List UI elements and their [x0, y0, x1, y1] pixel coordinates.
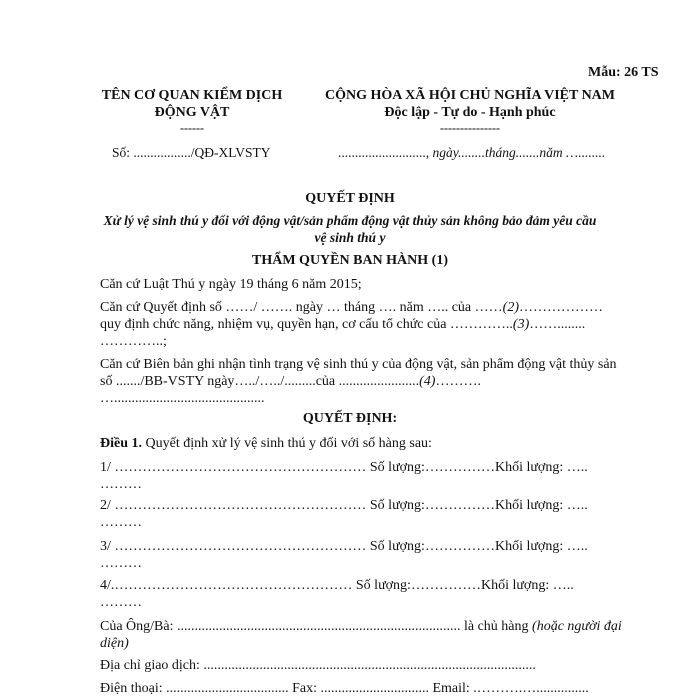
document-title: QUYẾT ĐỊNH: [305, 191, 395, 206]
item-number: 4/.: [100, 578, 115, 593]
item-number: 3/: [100, 539, 111, 554]
document-subtitle-line2: vệ sinh thú y: [314, 230, 386, 245]
issue-date-suffix: ........: [578, 145, 606, 160]
basis-decision-text: Căn cứ Quyết định số ……/ ……. ngày … tháng …. năm ….. của ……: [100, 300, 503, 315]
issue-date: [338, 145, 605, 161]
address-line: Địa chỉ giao dịch: ...............................................................................................: [100, 658, 536, 673]
item-name-dots: ……………………………………………: [114, 578, 353, 593]
basis-decision-line1: [100, 300, 603, 316]
republic-divider: ---------------: [440, 121, 500, 135]
basis-record-text: số ......./BB-VSTY ngày…../…../.........của .......................: [100, 374, 420, 389]
item-line: [100, 460, 588, 476]
owner-line: [100, 619, 622, 635]
owner-label: Của Ông/Bà: ................................................................................. là chủ hàng: [100, 619, 533, 634]
item-weight: Khối lượng: …..: [494, 460, 588, 475]
issuing-authority: THẨM QUYỀN BAN HÀNH (1): [252, 253, 448, 268]
item-name-dots: ………………………………………………: [114, 460, 367, 475]
item-quantity: Số lượng:……………: [352, 578, 481, 593]
article-1-text: Quyết định xử lý vệ sinh thú y đối với số hàng sau:: [142, 436, 432, 451]
contact-line: Điện thoại: ................................... Fax: ............................... Email: .……….…...............: [100, 681, 589, 696]
issue-date-place: ..........................,: [338, 145, 433, 160]
basis-record-dots: ……….: [435, 374, 481, 389]
item-weight: Khối lượng: …..: [494, 498, 588, 513]
issue-date-italic: ngày........tháng.......năm …: [432, 145, 579, 160]
item-continuation: ………: [100, 515, 142, 530]
item-number: 2/: [100, 498, 111, 513]
basis-decision-line2: [100, 317, 585, 333]
basis-decision-line3: …………..;: [100, 334, 167, 349]
article-1: [100, 436, 432, 452]
document-subtitle-line1: Xử lý vệ sinh thú y đối với động vật/sản phẩm động vật thủy sản không bảo đảm yêu cầu: [103, 213, 597, 228]
decides-heading: QUYẾT ĐỊNH:: [302, 411, 398, 426]
item-continuation: ………: [100, 595, 142, 610]
basis-decision-scope-ref: (3): [512, 317, 530, 332]
item-quantity: Số lượng:……………: [366, 498, 495, 513]
basis-decision-ref: (2): [502, 300, 519, 315]
owner-representative-cont: diện): [100, 636, 129, 651]
item-line: [100, 539, 588, 555]
owner-representative: (hoặc người đại: [532, 619, 622, 634]
basis-decision-dots: ………………: [518, 300, 603, 315]
item-line: [100, 498, 588, 514]
item-weight: Khối lượng: …..: [494, 539, 588, 554]
article-1-label: Điều 1.: [100, 436, 142, 451]
item-name-dots: ………………………………………………: [114, 539, 367, 554]
national-motto: Độc lập - Tự do - Hạnh phúc: [384, 105, 556, 120]
basis-record-line3: …...........................................: [100, 391, 265, 406]
republic-name: CỘNG HÒA XÃ HỘI CHỦ NGHĨA VIỆT NAM: [324, 88, 615, 103]
basis-decision-scope-dots: ……........: [529, 317, 586, 332]
agency-name-line1: TÊN CƠ QUAN KIỂM DỊCH: [101, 88, 283, 103]
basis-record-line1: Căn cứ Biên bản ghi nhận tình trạng vệ sinh thú y của động vật, sản phẩm động vật thủy sản: [100, 357, 617, 372]
item-quantity: Số lượng:……………: [366, 460, 495, 475]
agency-divider: ------: [180, 121, 204, 135]
basis-law: Căn cứ Luật Thú y ngày 19 tháng 6 năm 2015;: [100, 277, 362, 292]
form-code: Mẫu: 26 TS: [588, 65, 659, 80]
basis-record-line2: [100, 374, 481, 390]
item-line: [100, 578, 574, 594]
item-name-dots: ………………………………………………: [114, 498, 367, 513]
item-quantity: Số lượng:……………: [366, 539, 495, 554]
basis-decision-scope: quy định chức năng, nhiệm vụ, quyền hạn, cơ cấu tổ chức của …………..: [100, 317, 513, 332]
agency-name-line2: ĐỘNG VẬT: [154, 105, 230, 120]
decision-number: Số: ................./QĐ-XLVSTY: [112, 145, 271, 160]
basis-record-ref: (4): [419, 374, 436, 389]
item-number: 1/: [100, 460, 111, 475]
item-continuation: ………: [100, 556, 142, 571]
item-weight: Khối lượng: …..: [480, 578, 574, 593]
item-continuation: ………: [100, 477, 142, 492]
